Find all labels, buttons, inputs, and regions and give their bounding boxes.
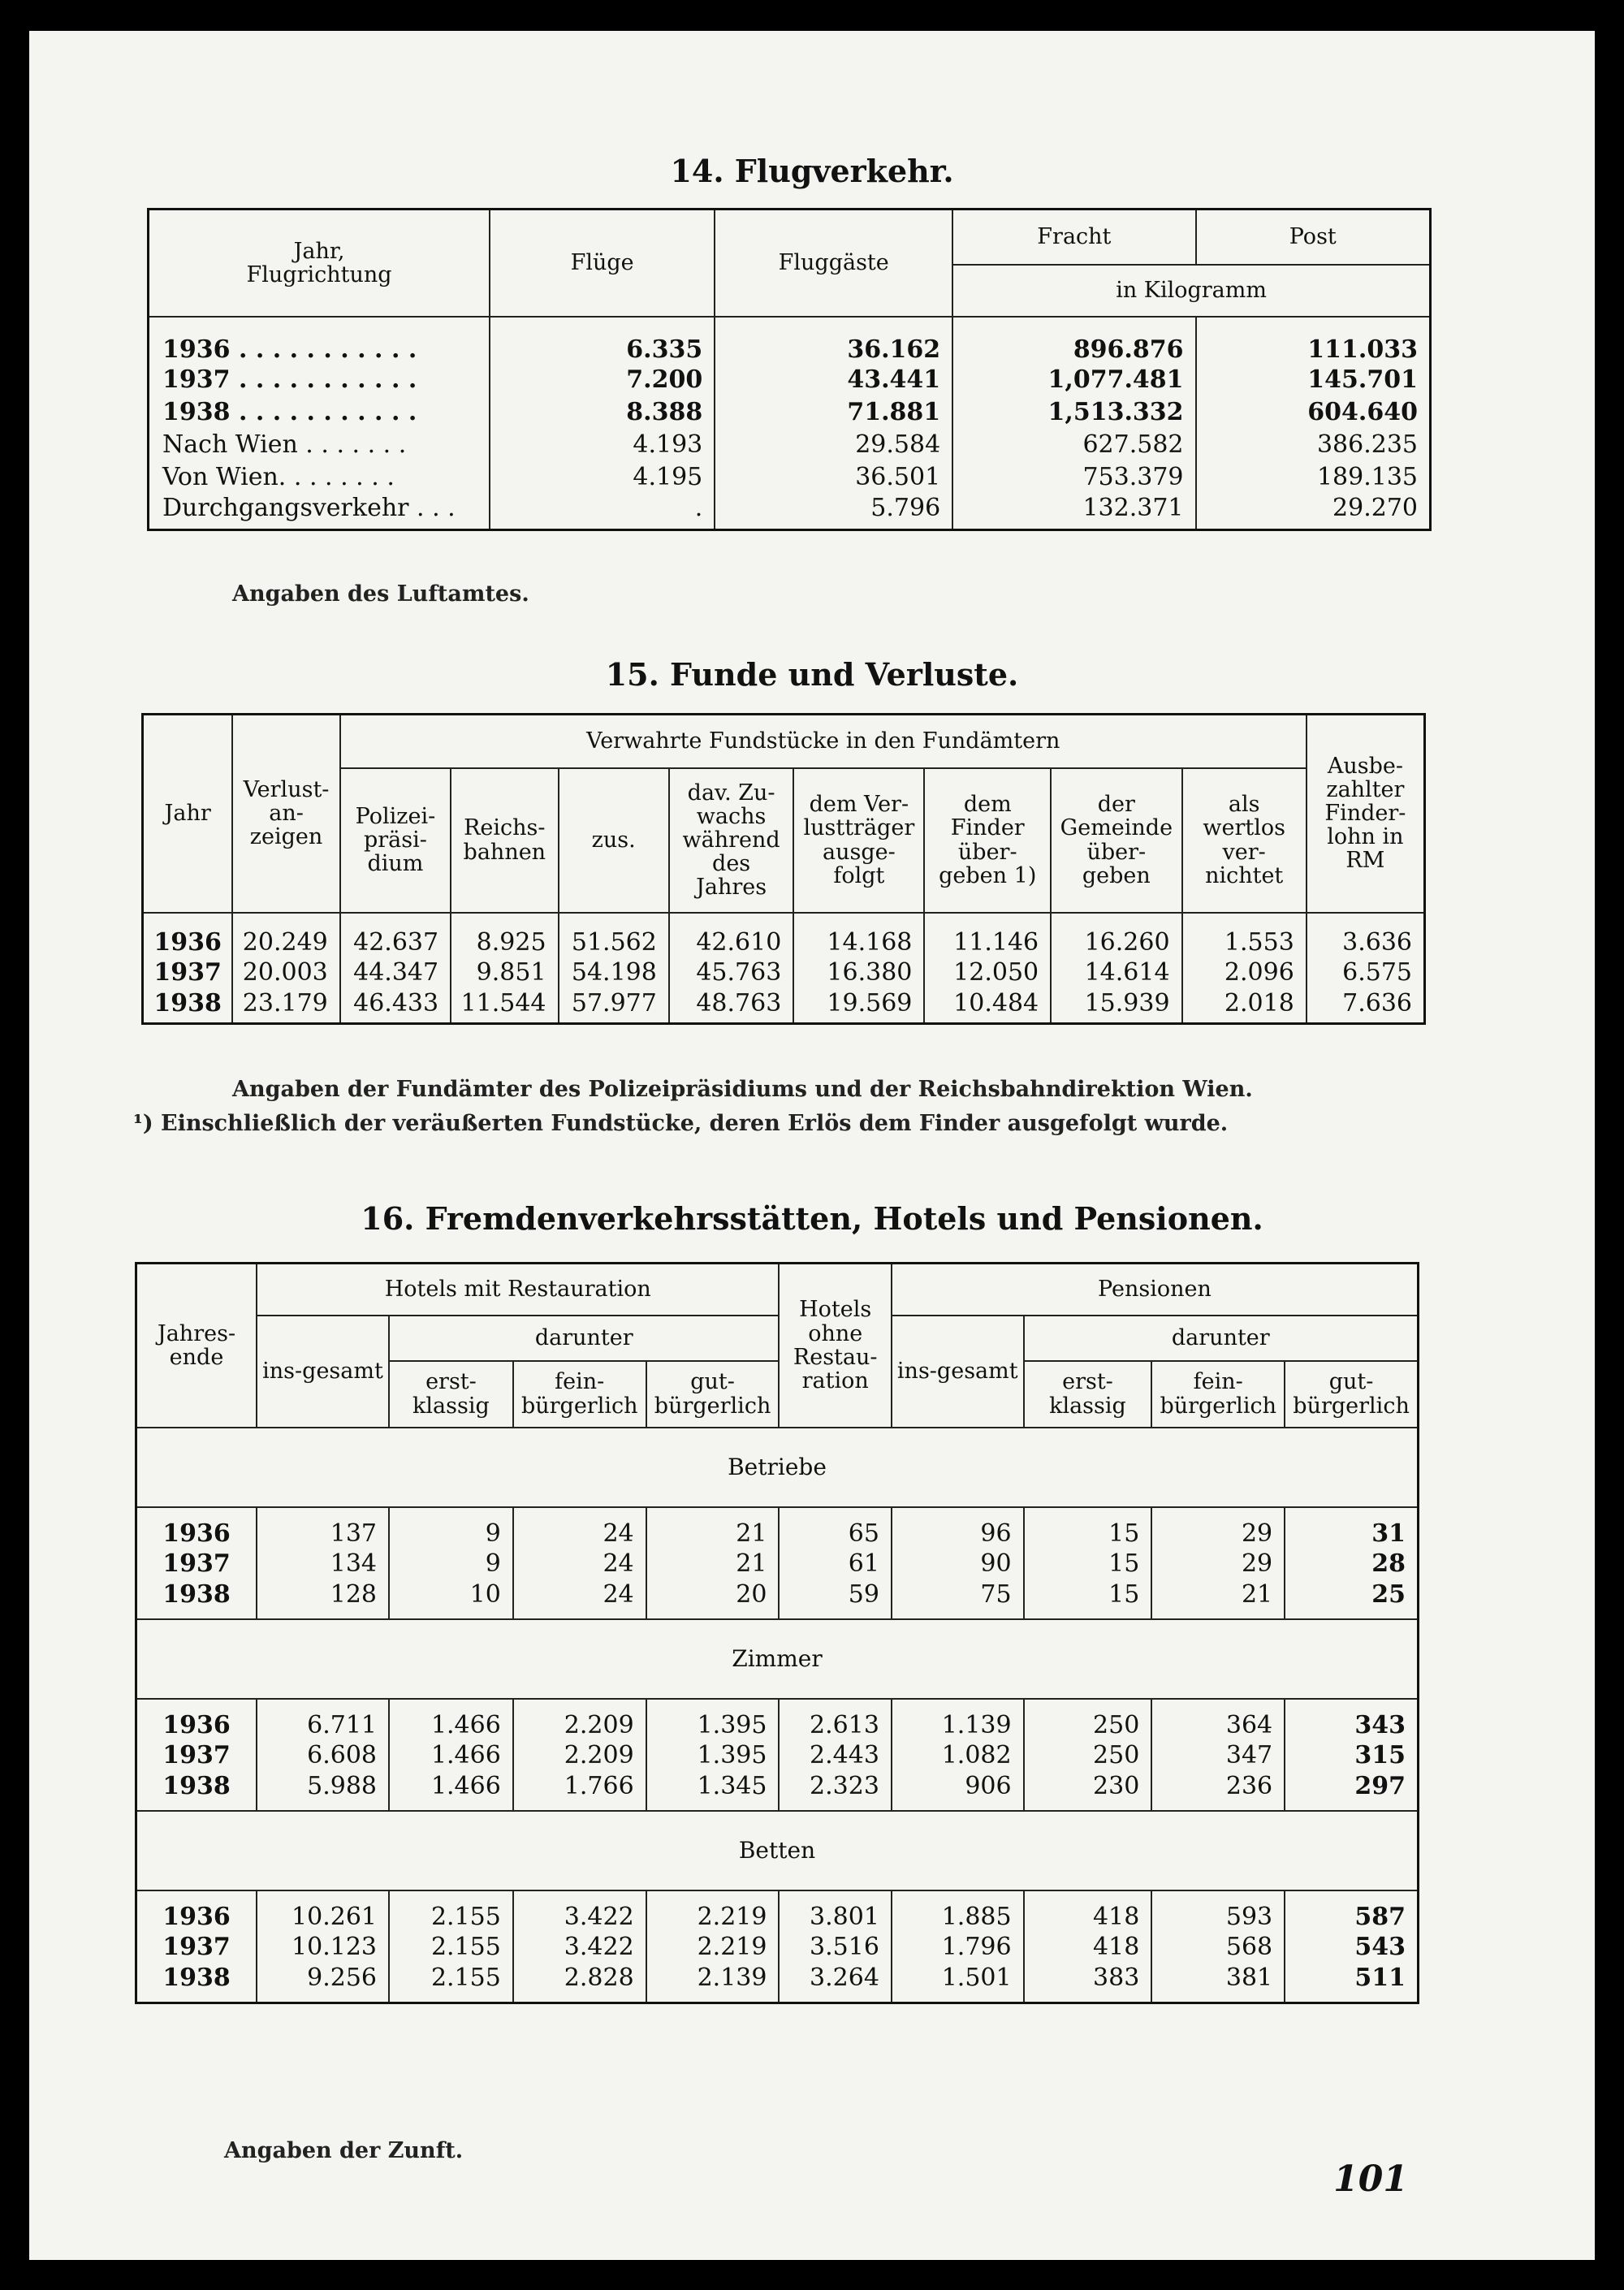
cell-fluggaeste: 5.796 — [715, 494, 952, 530]
cell-value: 347 — [1151, 1739, 1285, 1772]
unit-label: in Kilogramm — [952, 265, 1430, 317]
cell-value: 12.050 — [924, 957, 1051, 989]
col-jahr-flugrichtung: Jahr, Flugrichtung — [149, 210, 490, 317]
cell-value: 1.885 — [892, 1890, 1024, 1931]
cell-value: 2.219 — [646, 1890, 780, 1931]
row-label: 1938 . . . . . . . . . . . — [149, 396, 490, 429]
section-header-row — [136, 1428, 1419, 1507]
cell-value: 1.345 — [646, 1772, 780, 1811]
cell-fluege: . — [490, 494, 715, 530]
cell-value: 250 — [1024, 1739, 1152, 1772]
cell-value: 6.711 — [257, 1699, 389, 1739]
cell-value: 5.988 — [257, 1772, 389, 1811]
section-label: Betten — [136, 1811, 1419, 1890]
col-jahr: Jahr — [143, 715, 233, 913]
document-page — [29, 31, 1595, 2260]
section-label: Betriebe — [136, 1428, 1419, 1507]
col-pensionen-gutbuergerlich: gut-bürgerlich — [1285, 1361, 1418, 1428]
cell-value: 23.179 — [232, 989, 339, 1024]
cell-value: 16.260 — [1051, 913, 1181, 957]
cell-value: 383 — [1024, 1964, 1152, 2003]
cell-value: 11.146 — [924, 913, 1051, 957]
cell-value: 42.637 — [340, 913, 451, 957]
cell-value: 90 — [892, 1548, 1024, 1580]
table-funde-verluste — [141, 713, 1426, 1025]
cell-value: 2.155 — [389, 1890, 513, 1931]
table-row — [136, 1699, 1419, 1739]
cell-value: 9.851 — [451, 957, 558, 989]
table-flugverkehr — [147, 208, 1432, 531]
cell-value: 1.501 — [892, 1964, 1024, 2003]
col-pensionen-insgesamt: ins-gesamt — [892, 1316, 1024, 1428]
cell-value: 24 — [513, 1507, 646, 1548]
cell-value: 343 — [1285, 1699, 1418, 1739]
col-zuwachs: dav. Zu-wachs während des Jahres — [669, 768, 793, 913]
col-finderlohn: Ausbe-zahlter Finder-lohn in RM — [1307, 715, 1425, 913]
col-hotels-ohne-restauration: Hotels ohne Restau-ration — [779, 1264, 891, 1428]
cell-fluege: 8.388 — [490, 396, 715, 429]
cell-value: 9 — [389, 1548, 513, 1580]
cell-value: 906 — [892, 1772, 1024, 1811]
table-row — [143, 913, 1425, 957]
row-label: Nach Wien . . . . . . . — [149, 429, 490, 461]
cell-post: 386.235 — [1196, 429, 1431, 461]
cell-value: 21 — [646, 1548, 780, 1580]
row-label: 1937 . . . . . . . . . . . — [149, 364, 490, 396]
cell-value: 15 — [1024, 1580, 1152, 1619]
cell-value: 29 — [1151, 1548, 1285, 1580]
table-16-source: Angaben der Zunft. — [224, 2138, 464, 2163]
cell-value: 2.323 — [779, 1772, 891, 1811]
cell-value: 21 — [1151, 1580, 1285, 1619]
group-hotels-mit-restauration: Hotels mit Restauration — [257, 1264, 780, 1316]
cell-value: 15 — [1024, 1548, 1152, 1580]
section-label: Zimmer — [136, 1619, 1419, 1699]
cell-value: 2.828 — [513, 1964, 646, 2003]
cell-value: 3.422 — [513, 1931, 646, 1964]
cell-jahr: 1937 — [143, 957, 233, 989]
cell-value: 1.082 — [892, 1739, 1024, 1772]
col-gemeinde: der Gemeinde über-geben — [1051, 768, 1181, 913]
cell-value: 137 — [257, 1507, 389, 1548]
cell-value: 15 — [1024, 1507, 1152, 1548]
cell-value: 2.155 — [389, 1931, 513, 1964]
cell-value: 28 — [1285, 1548, 1418, 1580]
cell-value: 1.466 — [389, 1699, 513, 1739]
cell-value: 418 — [1024, 1890, 1152, 1931]
cell-value: 7.636 — [1307, 989, 1425, 1024]
cell-jahr: 1937 — [136, 1931, 257, 1964]
cell-value: 2.018 — [1182, 989, 1307, 1024]
cell-value: 54.198 — [559, 957, 669, 989]
cell-value: 10.123 — [257, 1931, 389, 1964]
cell-value: 1.466 — [389, 1772, 513, 1811]
col-fluggaeste: Fluggäste — [715, 210, 952, 317]
cell-value: 2.139 — [646, 1964, 780, 2003]
cell-value: 48.763 — [669, 989, 793, 1024]
group-pensionen: Pensionen — [892, 1264, 1419, 1316]
cell-fracht: 753.379 — [952, 461, 1195, 494]
table-15-footnote: ¹) Einschließlich der veräußerten Fundstücke, deren Erlös dem Finder ausgefolgt wurde. — [133, 1111, 1229, 1136]
col-hotels-erstklassig: erst-klassig — [389, 1361, 513, 1428]
cell-post: 189.135 — [1196, 461, 1431, 494]
cell-value: 14.168 — [793, 913, 924, 957]
cell-jahr: 1938 — [136, 1580, 257, 1619]
cell-value: 1.766 — [513, 1772, 646, 1811]
row-label: Durchgangsverkehr . . . — [149, 494, 490, 530]
col-reichsbahnen: Reichs-bahnen — [451, 768, 558, 913]
cell-fluege: 4.195 — [490, 461, 715, 494]
cell-value: 315 — [1285, 1739, 1418, 1772]
cell-value: 42.610 — [669, 913, 793, 957]
cell-value: 29 — [1151, 1507, 1285, 1548]
cell-value: 21 — [646, 1507, 780, 1548]
cell-value: 3.516 — [779, 1931, 891, 1964]
table-row — [136, 1890, 1419, 1931]
cell-value: 6.608 — [257, 1739, 389, 1772]
col-hotels-insgesamt: ins-gesamt — [257, 1316, 389, 1428]
cell-jahr: 1938 — [136, 1772, 257, 1811]
table-15-source: Angaben der Fundämter des Polizeipräsidiums und der Reichsbahndirektion Wien. — [232, 1077, 1253, 1102]
cell-value: 543 — [1285, 1931, 1418, 1964]
table-row — [143, 957, 1425, 989]
col-wertlos: als wertlos ver-nichtet — [1182, 768, 1307, 913]
cell-fracht: 1,077.481 — [952, 364, 1195, 396]
cell-value: 3.264 — [779, 1964, 891, 2003]
cell-value: 128 — [257, 1580, 389, 1619]
cell-value: 134 — [257, 1548, 389, 1580]
row-label: Von Wien. . . . . . . . — [149, 461, 490, 494]
table-row — [149, 317, 1431, 364]
cell-fracht: 627.582 — [952, 429, 1195, 461]
cell-value: 297 — [1285, 1772, 1418, 1811]
table-row — [136, 1964, 1419, 2003]
table-row — [149, 396, 1431, 429]
cell-value: 2.096 — [1182, 957, 1307, 989]
col-post: Post — [1196, 210, 1431, 265]
cell-post: 604.640 — [1196, 396, 1431, 429]
cell-value: 46.433 — [340, 989, 451, 1024]
cell-value: 2.613 — [779, 1699, 891, 1739]
table-row — [149, 429, 1431, 461]
col-hotels-gutbuergerlich: gut-bürgerlich — [646, 1361, 780, 1428]
table-row — [136, 1772, 1419, 1811]
col-pensionen-erstklassig: erst-klassig — [1024, 1361, 1152, 1428]
table-row — [136, 1507, 1419, 1548]
cell-post: 111.033 — [1196, 317, 1431, 364]
cell-value: 3.801 — [779, 1890, 891, 1931]
cell-post: 29.270 — [1196, 494, 1431, 530]
cell-fluggaeste: 36.162 — [715, 317, 952, 364]
cell-value: 236 — [1151, 1772, 1285, 1811]
table-row — [149, 494, 1431, 530]
cell-value: 9 — [389, 1507, 513, 1548]
cell-value: 61 — [779, 1548, 891, 1580]
cell-value: 2.209 — [513, 1699, 646, 1739]
cell-value: 8.925 — [451, 913, 558, 957]
cell-value: 511 — [1285, 1964, 1418, 2003]
cell-value: 2.155 — [389, 1964, 513, 2003]
cell-value: 19.569 — [793, 989, 924, 1024]
cell-value: 1.553 — [1182, 913, 1307, 957]
cell-fluege: 6.335 — [490, 317, 715, 364]
cell-fracht: 1,513.332 — [952, 396, 1195, 429]
col-hotels-feinbuergerlich: fein-bürgerlich — [513, 1361, 646, 1428]
cell-value: 10 — [389, 1580, 513, 1619]
table-fremdenverkehrsstaetten — [135, 1262, 1419, 2004]
cell-value: 11.544 — [451, 989, 558, 1024]
table-16-title: 16. Fremdenverkehrsstätten, Hotels und Pensionen. — [361, 1200, 1263, 1237]
cell-value: 24 — [513, 1548, 646, 1580]
cell-jahr: 1938 — [136, 1964, 257, 2003]
cell-value: 59 — [779, 1580, 891, 1619]
cell-value: 2.209 — [513, 1739, 646, 1772]
cell-value: 20.249 — [232, 913, 339, 957]
cell-value: 6.575 — [1307, 957, 1425, 989]
cell-value: 9.256 — [257, 1964, 389, 2003]
cell-value: 51.562 — [559, 913, 669, 957]
cell-value: 1.395 — [646, 1699, 780, 1739]
col-verlusttraeger: dem Ver-lustträger ausge-folgt — [793, 768, 924, 913]
cell-value: 2.443 — [779, 1739, 891, 1772]
col-fracht: Fracht — [952, 210, 1195, 265]
cell-value: 96 — [892, 1507, 1024, 1548]
cell-value: 44.347 — [340, 957, 451, 989]
cell-fluggaeste: 43.441 — [715, 364, 952, 396]
cell-value: 2.219 — [646, 1931, 780, 1964]
cell-value: 1.466 — [389, 1739, 513, 1772]
cell-value: 14.614 — [1051, 957, 1181, 989]
cell-value: 1.139 — [892, 1699, 1024, 1739]
cell-fluggaeste: 29.584 — [715, 429, 952, 461]
table-row — [143, 989, 1425, 1024]
cell-value: 65 — [779, 1507, 891, 1548]
col-fluege: Flüge — [490, 210, 715, 317]
cell-value: 568 — [1151, 1931, 1285, 1964]
cell-value: 75 — [892, 1580, 1024, 1619]
table-row — [136, 1580, 1419, 1619]
cell-jahr: 1938 — [143, 989, 233, 1024]
cell-post: 145.701 — [1196, 364, 1431, 396]
cell-jahr: 1937 — [136, 1548, 257, 1580]
cell-value: 57.977 — [559, 989, 669, 1024]
col-verlustanzeigen: Verlust-an-zeigen — [232, 715, 339, 913]
cell-value: 31 — [1285, 1507, 1418, 1548]
table-row — [149, 364, 1431, 396]
cell-fracht: 132.371 — [952, 494, 1195, 530]
cell-fluege: 7.200 — [490, 364, 715, 396]
table-14-source: Angaben des Luftamtes. — [232, 581, 529, 607]
cell-value: 364 — [1151, 1699, 1285, 1739]
cell-fluege: 4.193 — [490, 429, 715, 461]
cell-fluggaeste: 36.501 — [715, 461, 952, 494]
col-jahresende: Jahres-ende — [136, 1264, 257, 1428]
cell-value: 20.003 — [232, 957, 339, 989]
section-header-row — [136, 1619, 1419, 1699]
cell-value: 16.380 — [793, 957, 924, 989]
page-number: 101 — [1333, 2158, 1408, 2200]
cell-jahr: 1936 — [136, 1507, 257, 1548]
cell-jahr: 1936 — [136, 1890, 257, 1931]
cell-value: 1.395 — [646, 1739, 780, 1772]
cell-value: 587 — [1285, 1890, 1418, 1931]
cell-jahr: 1936 — [136, 1699, 257, 1739]
cell-fluggaeste: 71.881 — [715, 396, 952, 429]
cell-value: 3.422 — [513, 1890, 646, 1931]
table-15-title: 15. Funde und Verluste. — [605, 656, 1019, 693]
cell-value: 381 — [1151, 1964, 1285, 2003]
cell-jahr: 1937 — [136, 1739, 257, 1772]
cell-value: 25 — [1285, 1580, 1418, 1619]
group-hotels-darunter: darunter — [389, 1316, 779, 1361]
cell-fracht: 896.876 — [952, 317, 1195, 364]
cell-value: 230 — [1024, 1772, 1152, 1811]
cell-jahr: 1936 — [143, 913, 233, 957]
row-label: 1936 . . . . . . . . . . . — [149, 317, 490, 364]
cell-value: 418 — [1024, 1931, 1152, 1964]
col-zus: zus. — [559, 768, 669, 913]
cell-value: 250 — [1024, 1699, 1152, 1739]
cell-value: 593 — [1151, 1890, 1285, 1931]
table-row — [149, 461, 1431, 494]
cell-value: 3.636 — [1307, 913, 1425, 957]
cell-value: 24 — [513, 1580, 646, 1619]
col-pensionen-feinbuergerlich: fein-bürgerlich — [1151, 1361, 1285, 1428]
section-header-row — [136, 1811, 1419, 1890]
table-row — [136, 1931, 1419, 1964]
col-polizeipraesidium: Polizei-präsi-dium — [340, 768, 451, 913]
table-14-title: 14. Flugverkehr. — [670, 153, 954, 189]
col-finder: dem Finder über-geben 1) — [924, 768, 1051, 913]
cell-value: 20 — [646, 1580, 780, 1619]
cell-value: 15.939 — [1051, 989, 1181, 1024]
group-pensionen-darunter: darunter — [1024, 1316, 1419, 1361]
cell-value: 45.763 — [669, 957, 793, 989]
group-verwahrte-fundstuecke: Verwahrte Fundstücke in den Fundämtern — [340, 715, 1307, 768]
cell-value: 10.484 — [924, 989, 1051, 1024]
table-row — [136, 1548, 1419, 1580]
cell-value: 10.261 — [257, 1890, 389, 1931]
cell-value: 1.796 — [892, 1931, 1024, 1964]
table-row — [136, 1739, 1419, 1772]
